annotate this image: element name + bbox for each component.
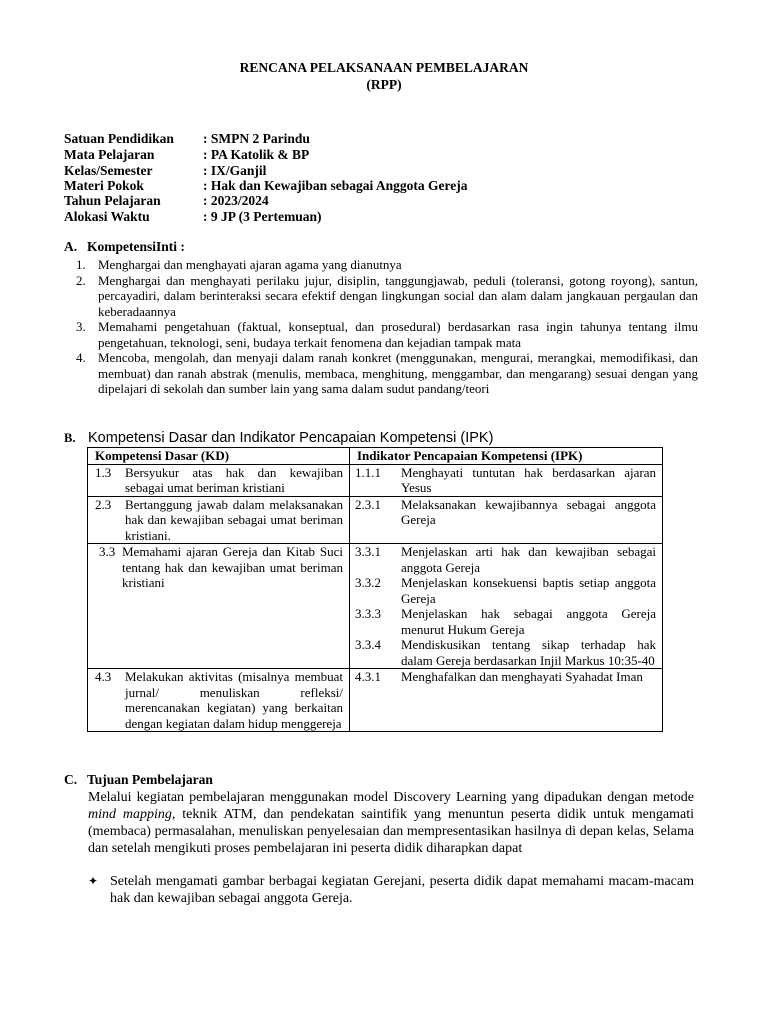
paragraph-italic-text: mind mapping (88, 807, 172, 822)
kd-cell (88, 669, 350, 732)
document-title: RENCANA PELAKSANAAN PEMBELAJARAN (239, 60, 529, 75)
section-title: KompetensiInti : (87, 239, 185, 254)
identity-value: : SMPN 2 Parindu (203, 131, 310, 146)
identity-value: : PA Katolik & BP (203, 147, 310, 162)
kd-entry (88, 465, 349, 496)
identity-row-tahun (64, 193, 269, 209)
list-item (76, 350, 698, 397)
identity-row-alokasi (64, 209, 321, 225)
ipk-entry (350, 575, 662, 606)
kd-cell (88, 544, 350, 669)
table-row (88, 544, 663, 669)
ipk-text: Menjelaskan hak sebagai anggota Gereja menurut Hukum Gereja (401, 606, 656, 637)
ipk-text: Menjelaskan arti hak dan kewajiban sebagai anggota Gereja (401, 544, 656, 575)
kd-entry (88, 669, 349, 731)
ipk-number: 3.3.4 (355, 637, 381, 652)
star-bullet-icon: ✦ (88, 874, 99, 888)
identity-label: Kelas/Semester (64, 163, 153, 178)
identity-label: Satuan Pendidikan (64, 131, 174, 146)
kd-text: Melakukan aktivitas (misalnya membuat jurnal/ menuliskan refleksi/ merencanakan kegiatan) yang berkaitan dengan kegiatan dalam hidup menggereja (125, 669, 343, 731)
ipk-cell (350, 544, 663, 669)
ipk-text: Menjelaskan konsekuensi baptis setiap anggota Gereja (401, 575, 656, 606)
kd-entry (88, 544, 349, 591)
section-letter: C. (64, 772, 78, 787)
list-text: Menghargai dan menghayati perilaku jujur, disiplin, tanggungjawab, peduli (toleransi, gotong royong), santun, percayadiri, dalam berinteraksi secara efektif dengan lingkungan social dan alam dalam jangkauan pergaulan dan keberadaannya (98, 272, 698, 319)
list-number: 1. (76, 257, 86, 272)
ipk-entry (350, 497, 662, 528)
identity-value: : 2023/2024 (203, 193, 269, 208)
list-text: Memahami pengetahuan (faktual, konseptual, dan prosedural) berdasarkan rasa ingin tahunya tentang ilmu pengetahuan, teknologi, seni, budaya terkait fenomena dan kejadian tampak mata (98, 319, 698, 350)
column-header-kd: Kompetensi Dasar (KD) (88, 448, 350, 465)
identity-row-mapel (64, 147, 309, 163)
tujuan-paragraph (88, 789, 694, 857)
ipk-text: Melaksanakan kewajibannya sebagai anggota Gereja (401, 496, 656, 527)
list-text: Menghargai dan menghayati ajaran agama yang dianutnya (98, 257, 402, 272)
identity-label: Alokasi Waktu (64, 209, 150, 224)
ipk-entry (350, 544, 662, 575)
identity-label: Tahun Pelajaran (64, 193, 161, 208)
list-item (76, 257, 698, 273)
identity-value: : Hak dan Kewajiban sebagai Anggota Gereja (203, 178, 468, 193)
section-letter: A. (64, 239, 78, 254)
document-subtitle: (RPP) (366, 77, 402, 92)
table-header-row (88, 448, 663, 465)
kd-number: 2.3 (95, 496, 112, 512)
section-c-heading (64, 772, 213, 788)
ipk-number: 4.3.1 (355, 669, 381, 684)
kd-cell (88, 464, 350, 496)
ipk-entry (350, 669, 662, 685)
section-title: Tujuan Pembelajaran (87, 772, 213, 787)
ipk-cell (350, 496, 663, 544)
kd-entry (88, 497, 349, 544)
kd-text: Memahami ajaran Gereja dan Kitab Suci tentang hak dan kewajiban umat beriman kristiani (122, 544, 343, 590)
kd-cell (88, 496, 350, 544)
identity-value: : 9 JP (3 Pertemuan) (203, 209, 322, 224)
list-item (76, 273, 698, 320)
identity-value: : IX/Ganjil (203, 163, 267, 178)
identity-label: Mata Pelajaran (64, 147, 155, 162)
ipk-text: Menghafalkan dan menghayati Syahadat Iman (401, 669, 643, 684)
paragraph-text: , teknik ATM, dan pendekatan saintifik yang menuntun peserta didik untuk mengamati (membaca) permasalahan, menuliskan penyelesaian dan mempresentasikan hasilnya di depan kelas, Selama dan setelah mengikuti proses pembelajaran ini peserta didik diharapkan dapat (88, 807, 694, 856)
ipk-entry (350, 637, 662, 668)
ipk-number: 2.3.1 (355, 496, 381, 512)
ipk-number: 3.3.2 (355, 575, 381, 590)
section-b-heading (64, 430, 493, 446)
identity-row-materi (64, 178, 468, 194)
list-item (88, 873, 694, 907)
kompetensi-inti-list (76, 257, 698, 397)
paragraph-text: Melalui kegiatan pembelajaran menggunakan model Discovery Learning yang dipadukan dengan metode (88, 790, 694, 805)
list-number: 4. (76, 350, 86, 365)
list-item (76, 319, 698, 350)
ipk-cell (350, 464, 663, 496)
ipk-text: Mendiskusikan tentang sikap terhadap hak dalam Gereja berdasarkan Injil Markus 10:35-40 (401, 637, 656, 668)
list-text: Mencoba, mengolah, dan menyaji dalam ranah konkret (menggunakan, mengurai, merangkai, memodifikasi, dan membuat) dan ranah abstrak (menulis, membaca, menghitung, menggambar, dan mengarang) sesuai dengan yang dipelajari di sekolah dan sumber lain yang sama dalam sudut pandang/teori (98, 350, 698, 396)
kd-number: 1.3 (95, 464, 112, 480)
kd-number: 4.3 (95, 669, 112, 684)
ipk-number: 3.3.1 (355, 544, 381, 559)
column-header-ipk: Indikator Pencapaian Kompetensi (IPK) (350, 448, 663, 465)
table-row (88, 464, 663, 496)
list-number: 2. (76, 272, 86, 288)
ipk-cell (350, 669, 663, 732)
section-letter: B. (64, 431, 76, 445)
list-number: 3. (76, 319, 86, 334)
kd-number: 3.3 (99, 544, 116, 559)
ipk-number: 3.3.3 (355, 606, 381, 621)
kd-ipk-table (87, 447, 663, 732)
kd-text: Bersyukur atas hak dan kewajiban sebagai umat beriman kristiani (125, 464, 343, 495)
identity-label: Materi Pokok (64, 178, 144, 193)
bullet-text: Setelah mengamati gambar berbagai kegiatan Gerejani, peserta didik dapat memahami macam-macam hak dan kewajiban sebagai anggota Gereja. (110, 874, 694, 906)
table-row (88, 496, 663, 544)
identity-row-kelas (64, 163, 266, 179)
ipk-number: 1.1.1 (355, 464, 381, 480)
kd-text: Bertanggung jawab dalam melaksanakan hak dan kewajiban sebagai umat beriman kristiani. (125, 496, 343, 543)
table-row (88, 669, 663, 732)
ipk-entry (350, 606, 662, 637)
ipk-entry (350, 465, 662, 496)
identity-row-satuan (64, 131, 310, 147)
ipk-text: Menghayati tuntutan hak berdasarkan ajaran Yesus (401, 464, 656, 495)
section-title: Kompetensi Dasar dan Indikator Pencapaian Kompetensi (IPK) (88, 430, 494, 446)
section-a-heading (64, 239, 185, 255)
